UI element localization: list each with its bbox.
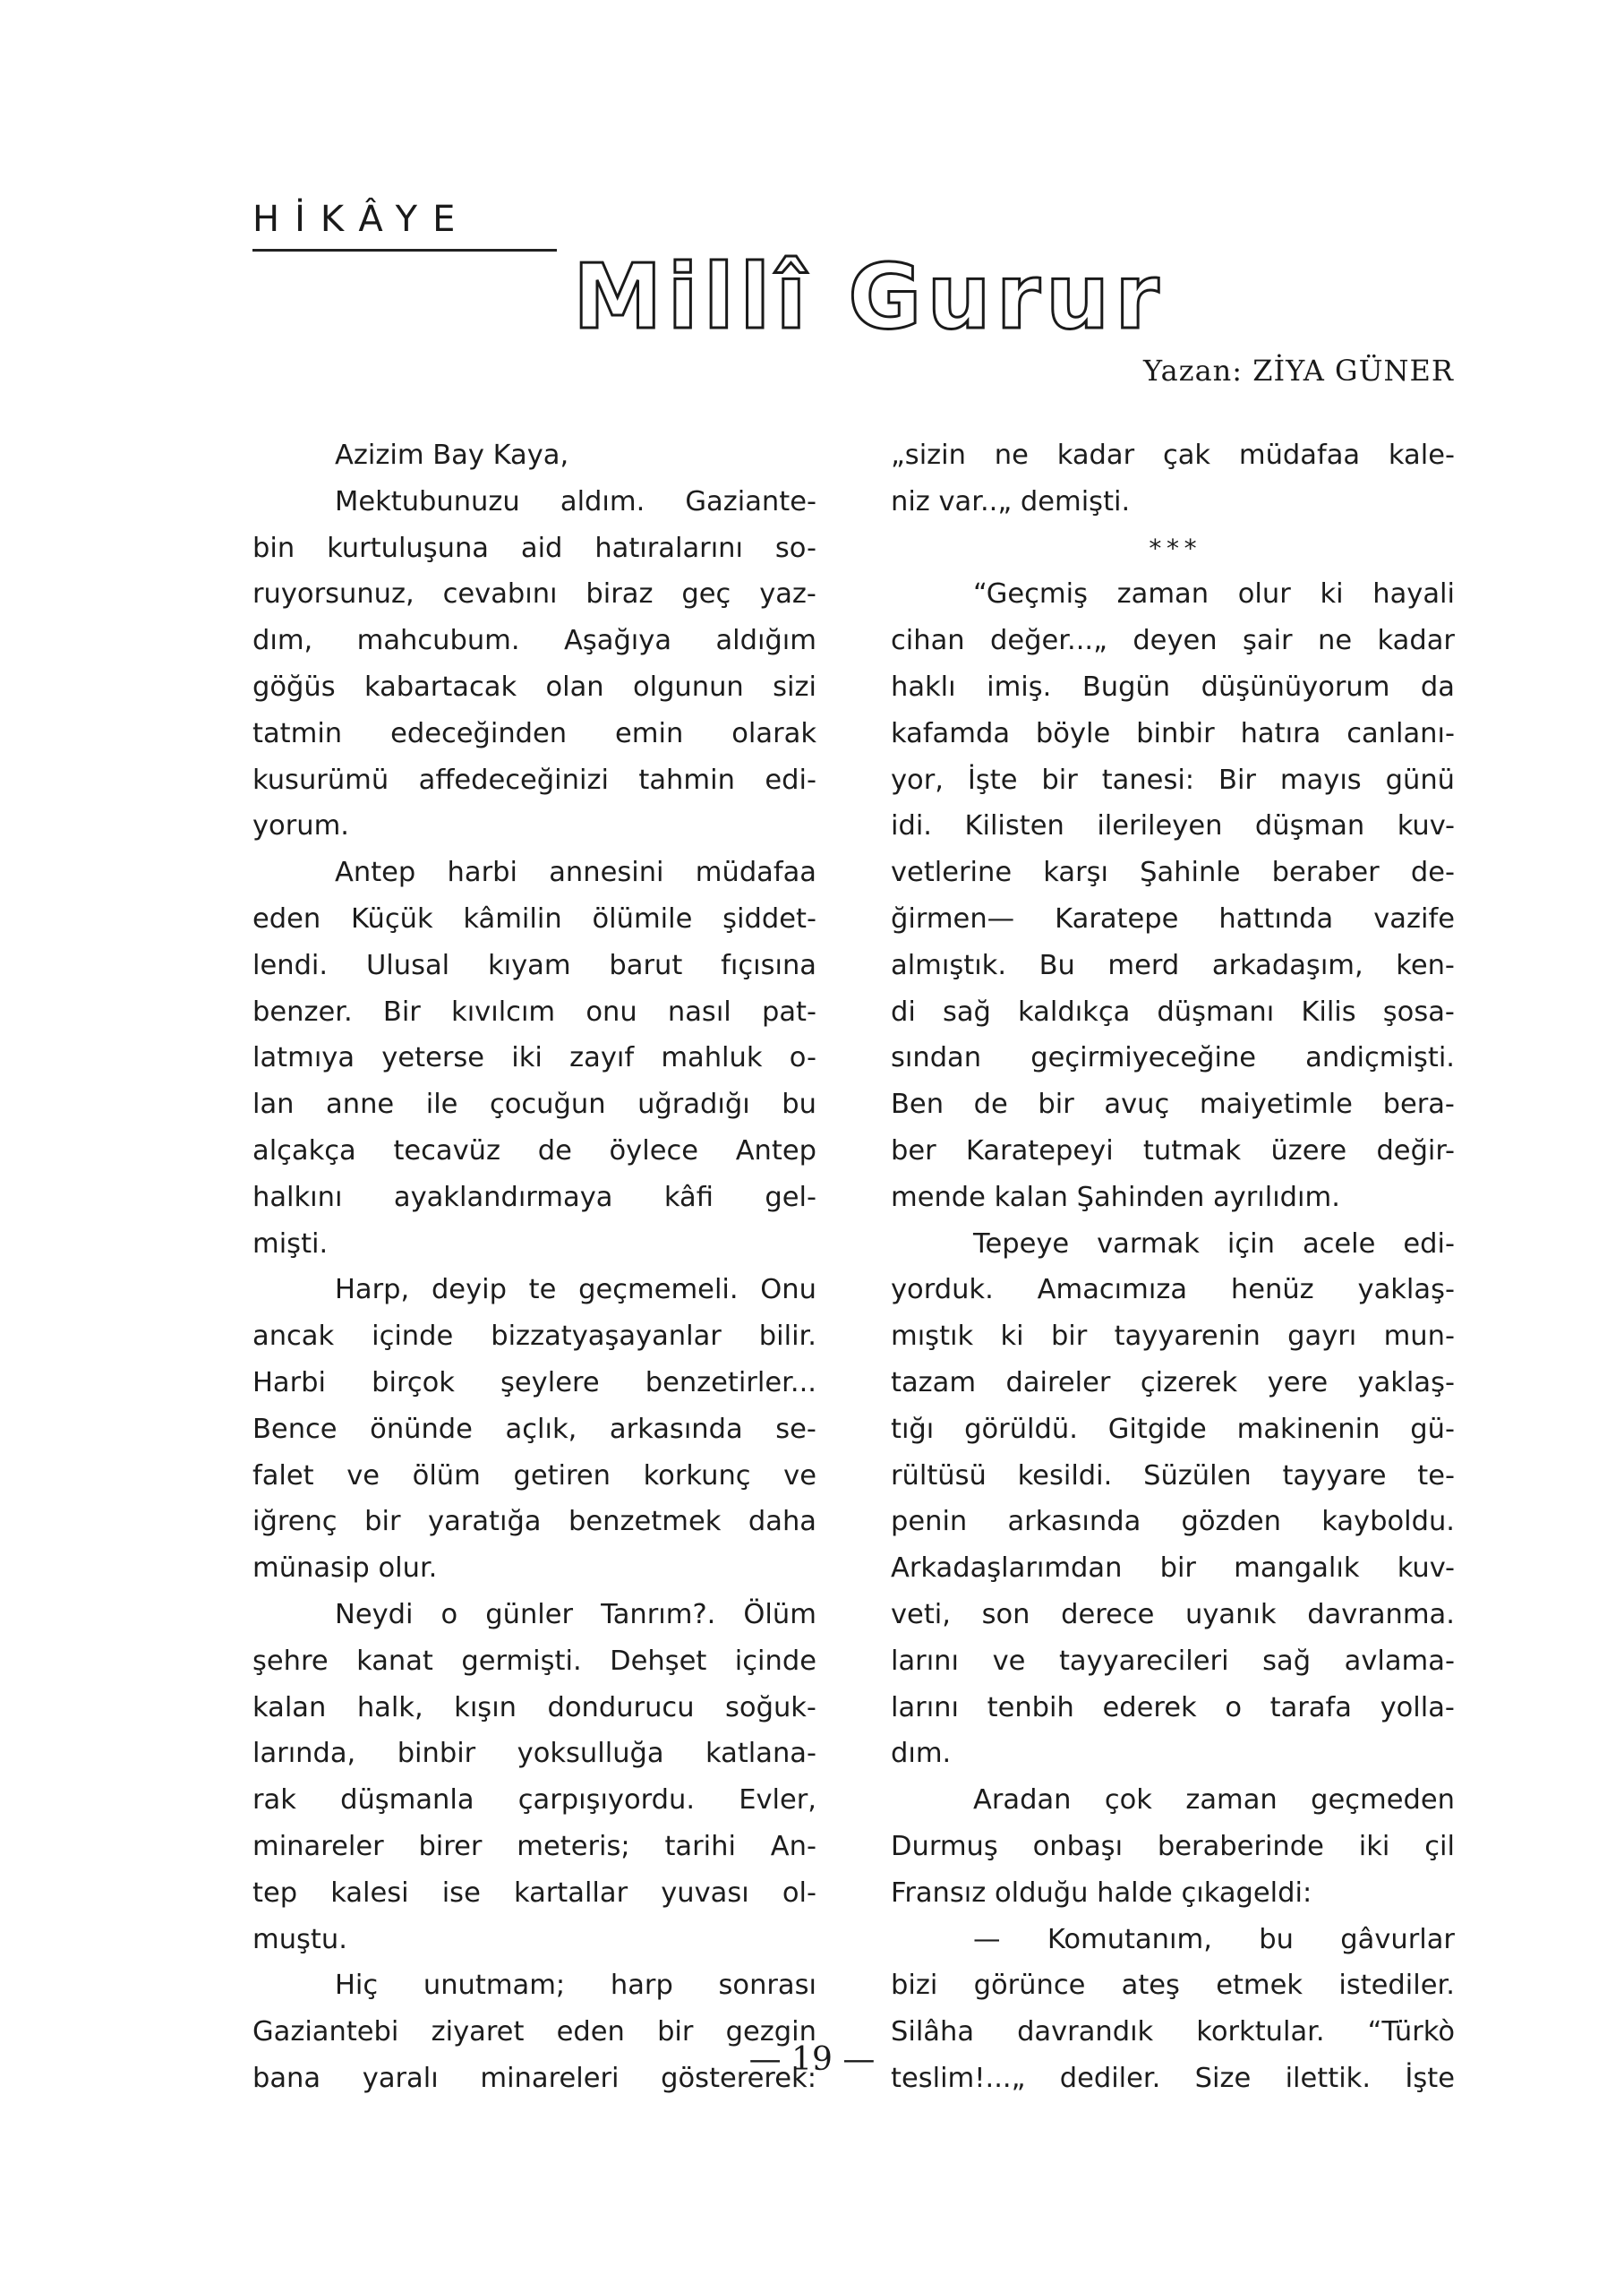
text-line: Aradan çok zaman geçmeden [973, 1784, 1455, 1817]
text-line: lendi. Ulusal kıyam barut fıçısına [252, 949, 816, 981]
text-line: halkını ayaklandırmaya kâfi gel- [252, 1181, 816, 1213]
text-line: veti, son derece uyanık davranma. [891, 1598, 1455, 1630]
text-line: tep kalesi ise kartallar yuvası ol- [252, 1876, 816, 1909]
text-line: kalan halk, kışın dondurucu soğuk- [252, 1691, 816, 1723]
text-line: falet ve ölüm getiren korkunç ve [252, 1459, 816, 1492]
text-line: Neydi o günler Tanrım?. Ölüm [335, 1598, 816, 1630]
text-line: niz var..„ demişti. [891, 485, 1131, 517]
text-line: sından geçirmiyeceğine andiçmişti. [891, 1042, 1455, 1074]
text-line: cihan değer...„ deyen şair ne kadar [891, 625, 1455, 657]
text-line: almıştık. Bu merd arkadaşım, ken- [891, 949, 1455, 981]
text-line: bana yaralı minareleri göstererek: [252, 2062, 816, 2094]
text-line: yorduk. Amacımıza henüz yaklaş- [891, 1274, 1455, 1306]
text-line: Tepeye varmak için acele edi- [973, 1227, 1455, 1260]
right-text-column [891, 432, 1455, 2102]
text-line: — Komutanım, bu gâvurlar [973, 1923, 1455, 1955]
page-number: — 19 — [748, 2041, 876, 2078]
text-line: larını ve tayyarecileri sağ avlama- [891, 1645, 1455, 1677]
text-line: larında, binbir yoksulluğa katlana- [252, 1738, 816, 1770]
text-line: Fransız olduğu halde çıkageldi: [891, 1876, 1312, 1909]
text-line: Silâha davrandık korktular. “Türkò [891, 2016, 1455, 2048]
text-line: ber Karatepeyi tutmak üzere değir- [891, 1134, 1455, 1167]
text-line: teslim!...„ dediler. Size ilettik. İşte [891, 2062, 1455, 2094]
text-line: penin arkasında gözden kayboldu. [891, 1506, 1455, 1538]
text-line: haklı imiş. Bugün düşünüyorum da [891, 671, 1455, 703]
text-line: di sağ kaldıkça düşmanı Kilis şosa- [891, 996, 1455, 1028]
text-line: Antep harbi annesini müdafaa [335, 857, 816, 889]
text-line: rak düşmanla çarpışıyordu. Evler, [252, 1784, 816, 1817]
text-line: ancak içinde bizzatyaşayanlar bilir. [252, 1321, 816, 1353]
text-line: ruyorsunuz, cevabını biraz geç yaz- [252, 578, 816, 611]
text-line: idi. Kilisten ilerileyen düşman kuv- [891, 810, 1455, 842]
text-line: tığı görüldü. Gitgide makinenin gü- [891, 1413, 1455, 1445]
author-byline: Yazan: ZİYA GÜNER [1143, 354, 1454, 388]
text-line: ğirmen— Karatepe hattında vazife [891, 902, 1455, 935]
text-line: Bence önünde açlık, arkasında se- [252, 1413, 816, 1445]
text-line: mende kalan Şahinden ayrılıdım. [891, 1181, 1340, 1213]
text-line: minareler birer meteris; tarihi An- [252, 1830, 816, 1862]
text-line: şehre kanat germişti. Dehşet içinde [252, 1645, 816, 1677]
text-line: „sizin ne kadar çak müdafaa kale- [891, 440, 1455, 471]
text-line: bin kurtuluşuna aid hatıralarını so- [252, 532, 816, 564]
section-label: HİKÂYE [252, 199, 557, 252]
text-line: Ben de bir avuç maiyetimle bera- [891, 1089, 1455, 1121]
text-line: Durmuş onbaşı beraberinde iki çil [891, 1830, 1455, 1862]
text-line: Gaziantebi ziyaret eden bir gezgin [252, 2016, 816, 2048]
text-line: mıştık ki bir tayyarenin gayrı mun- [891, 1321, 1455, 1353]
text-line: kusurümü affedeceğinizi tahmin edi- [252, 764, 816, 796]
text-line: mişti. [252, 1227, 329, 1260]
text-line: lan anne ile çocuğun uğradığı bu [252, 1089, 816, 1121]
text-line: dım. [891, 1738, 952, 1770]
text-line: göğüs kabartacak olan olgunun sizi [252, 671, 816, 703]
text-line: benzer. Bir kıvılcım onu nasıl pat- [252, 996, 816, 1028]
text-line: bizi görünce ateş etmek istediler. [891, 1970, 1455, 2002]
text-line: iğrenç bir yaratığa benzetmek daha [252, 1506, 816, 1538]
text-line: latmıya yeterse iki zayıf mahluk o- [252, 1042, 816, 1074]
text-line: Azizim Bay Kaya, [335, 440, 569, 471]
text-line: Harbi birçok şeylere benzetirler... [252, 1366, 816, 1398]
text-line: * * * [1149, 533, 1197, 563]
text-line: eden Küçük kâmilin ölümile şiddet- [252, 902, 816, 935]
left-text-column [252, 432, 816, 2102]
text-line: “Geçmiş zaman olur ki hayali [973, 578, 1455, 611]
text-line: dım, mahcubum. Aşağıya aldığım [252, 625, 816, 657]
story-title: Millî Gurur [573, 244, 1165, 349]
text-line: vetlerine karşı Şahinle beraber de- [891, 857, 1455, 889]
text-line: alçakça tecavüz de öylece Antep [252, 1134, 816, 1167]
text-line: larını tenbih ederek o tarafa yolla- [891, 1691, 1455, 1723]
text-line: kafamda böyle binbir hatıra canlanı- [891, 717, 1455, 749]
text-line: Hiç unutmam; harp sonrası [335, 1970, 816, 2002]
text-line: Mektubunuzu aldım. Gaziante- [335, 485, 816, 517]
text-line: muştu. [252, 1923, 347, 1955]
text-line: rültüsü kesildi. Süzülen tayyare te- [891, 1459, 1455, 1492]
text-line: Harp, deyip te geçmemeli. Onu [335, 1274, 816, 1306]
text-line: tazam daireler çizerek yere yaklaş- [891, 1366, 1455, 1398]
text-line: Arkadaşlarımdan bir mangalık kuv- [891, 1552, 1455, 1585]
text-line: münasip olur. [252, 1552, 438, 1585]
text-line: yor, İşte bir tanesi: Bir mayıs günü [891, 764, 1455, 796]
text-line: tatmin edeceğinden emin olarak [252, 717, 816, 749]
text-line: yorum. [252, 810, 349, 842]
